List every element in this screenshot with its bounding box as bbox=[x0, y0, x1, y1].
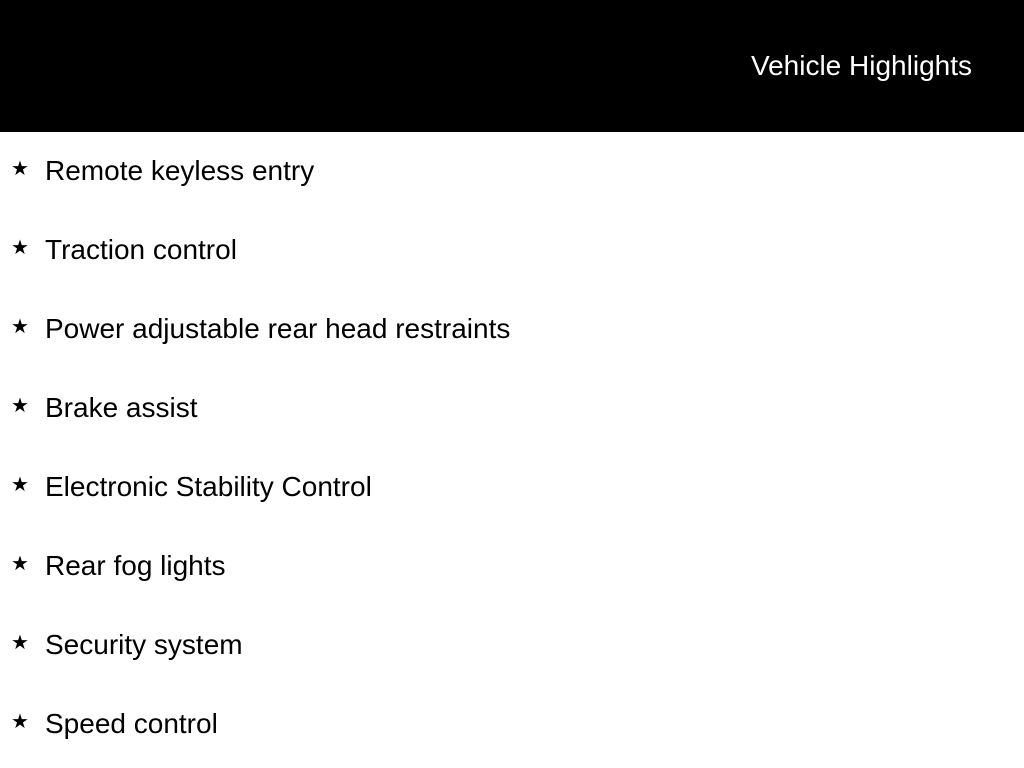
list-item bbox=[0, 290, 1024, 369]
list-item bbox=[0, 448, 1024, 527]
star-icon: ★ bbox=[11, 316, 29, 338]
highlight-label: Brake assist bbox=[45, 392, 198, 423]
highlight-label: Electronic Stability Control bbox=[45, 471, 372, 502]
list-item bbox=[0, 132, 1024, 211]
page-title: Vehicle Highlights bbox=[750, 50, 972, 81]
header-banner bbox=[0, 0, 1024, 132]
highlight-label: Traction control bbox=[45, 234, 237, 265]
star-icon: ★ bbox=[11, 395, 29, 417]
list-item bbox=[0, 369, 1024, 448]
highlight-label: Remote keyless entry bbox=[45, 155, 315, 186]
star-icon: ★ bbox=[11, 474, 29, 496]
highlight-label: Security system bbox=[45, 629, 243, 660]
star-icon: ★ bbox=[11, 158, 29, 180]
list-item bbox=[0, 606, 1024, 685]
star-icon: ★ bbox=[11, 237, 29, 259]
list-item bbox=[0, 527, 1024, 606]
star-icon: ★ bbox=[11, 632, 29, 654]
highlight-label: Rear fog lights bbox=[45, 550, 226, 581]
list-item bbox=[0, 211, 1024, 290]
star-icon: ★ bbox=[11, 553, 29, 575]
highlight-label: Speed control bbox=[45, 708, 218, 739]
highlight-label: Power adjustable rear head restraints bbox=[45, 313, 511, 344]
highlights-list bbox=[0, 132, 1024, 764]
list-item bbox=[0, 685, 1024, 764]
star-icon: ★ bbox=[11, 711, 29, 733]
